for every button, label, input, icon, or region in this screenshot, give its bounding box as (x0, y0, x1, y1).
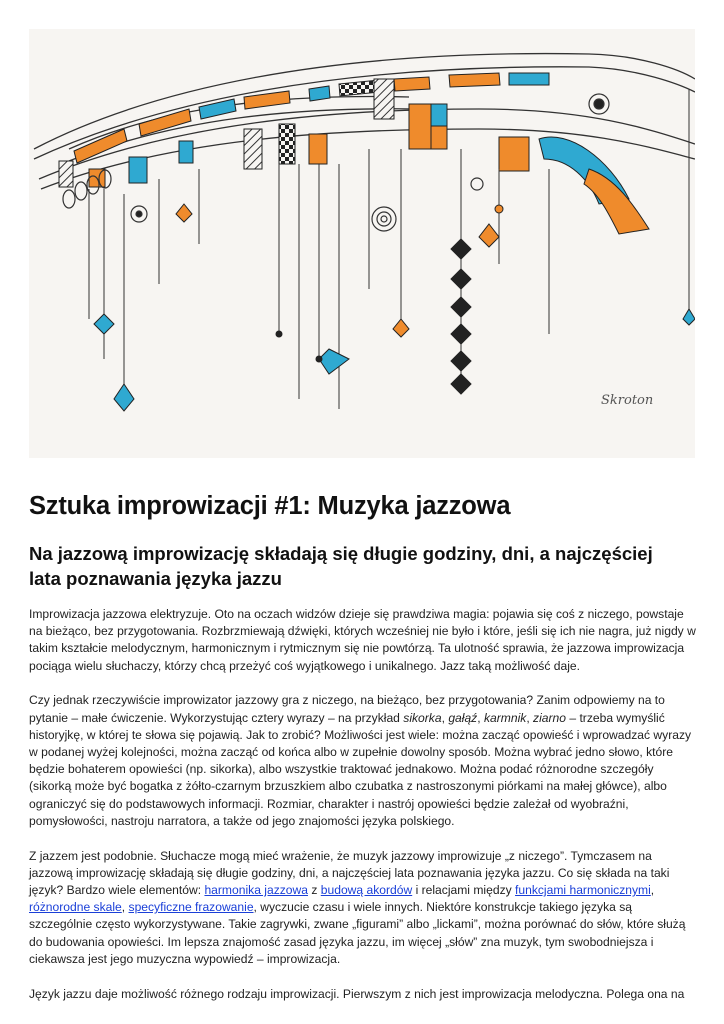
text-span: , (477, 710, 484, 725)
italic-word: sikorka (403, 710, 442, 725)
text-span: Czy jednak rzeczywiście improwizator jazzowy gra z niczego, na bieżąco, bez przygotowania? Zanim odpowiemy na to pytanie – małe ćwiczenie. Wykorzystując cztery wyrazy – na przykład (29, 693, 665, 725)
text-span: Z jazzem jest podobnie. Słuchacze mogą mieć wrażenie, że muzyk jazzowy improwizuje „z niczego”. Tymczasem na jazzową improwizację składają się długie godziny, dni, a najczęściej lata poznawania języka jazzu. Co się składa na taki język? Bardzo wiele elementów: (29, 848, 670, 898)
text-span: – trzeba wymyślić historyjkę, w której te słowa się pojawią. Jak to zrobić? Możliwości jest wiele: można zacząć opowieść i wprowadzać wyrazy w podanej wyżej kolejności, można zacząć od końca albo w zupełnie dowolny sposób. Można wybrać jedno słowo, które będzie bohaterem opowieści (np. sikorka), albo wszystkie traktować jednakowo. Można podać różnorodne szczegóły (sikorką może być bogatka z żółto-czarnym brzuszkiem albo czubatka z nastroszonymi piórkami na małej główce), albo ograniczyć się do podstawowych informacji. Rozmiar, charakter i nastrój opowieści będzie zależał od wyobraźni, pomysłowości, nastroju narratora, a także od jego znajomości języka polskiego. (29, 710, 692, 828)
link-harmonika-jazzowa[interactable]: harmonika jazzowa (204, 883, 308, 898)
paragraph-1: Improwizacja jazzowa elektryzuje. Oto na oczach widzów dzieje się prawdziwa magia: pojawia się coś z niczego, powstaje na bieżąco, bez przygotowania. Rozbrzmiewają dźwięki, których wcześniej nie było i które, jeśli się ich nie nagra, już nigdy w takim kształcie melodycznym, harmonicznym i rytmicznym się nie powtórzą. Ta ulotność sprawia, że jazzowa improwizacja pociąga wielu słuchaczy, którzy chcą przeżyć coś wyjątkowego i unikalnego. Jazz taką możliwość daje. (29, 607, 696, 673)
text-span: , (121, 900, 129, 915)
link-funkcje-harmoniczne[interactable]: funkcjami harmonicznymi (515, 883, 651, 898)
text-span: , (650, 883, 655, 898)
text-span: , (526, 710, 534, 725)
italic-word: ziarno (533, 710, 566, 725)
hero-image (29, 29, 695, 458)
text-span: i relacjami między (412, 883, 516, 898)
italic-word: karmnik (483, 710, 527, 725)
paragraph-3 (29, 848, 697, 968)
italic-word: gałąź (448, 710, 478, 725)
article-body (29, 606, 697, 1020)
paragraph-2 (29, 692, 697, 830)
text-span: , wyczucie czasu i wiele innych. Niektóre konstrukcje takiego języka są szczególnie często wykorzystywane. Takie zagrywki, zwane „figurami” albo „lickami”, można porównać do słów, które służą do budowania opowieści. Im lepsza znajomość zasad języka jazzu, im więcej „słów” zna muzyk, tym swobodniejsza i ciekawsza jest jego muzyczna wypowiedź – improwizacja. (29, 900, 686, 966)
link-specyficzne-frazowanie[interactable]: specyficzne frazowanie (128, 900, 254, 915)
text-span: , (441, 710, 449, 725)
article-subtitle: Na jazzową improwizację składają się długie godziny, dni, a najczęściej lata poznawania języka jazzu (29, 543, 653, 589)
svg-text:Skroton: Skroton (601, 393, 654, 408)
text-span: z (307, 883, 321, 898)
article-title: Sztuka improwizacji #1: Muzyka jazzowa (29, 492, 511, 520)
jazz-doodle-illustration (29, 29, 695, 458)
link-roznorodne-skale[interactable]: różnorodne skale (29, 900, 122, 915)
link-budowa-akordow[interactable]: budową akordów (320, 883, 413, 898)
paragraph-4: Język jazzu daje możliwość różnego rodzaju improwizacji. Pierwszym z nich jest improwizacja melodyczna. Polega ona na (29, 986, 685, 1001)
